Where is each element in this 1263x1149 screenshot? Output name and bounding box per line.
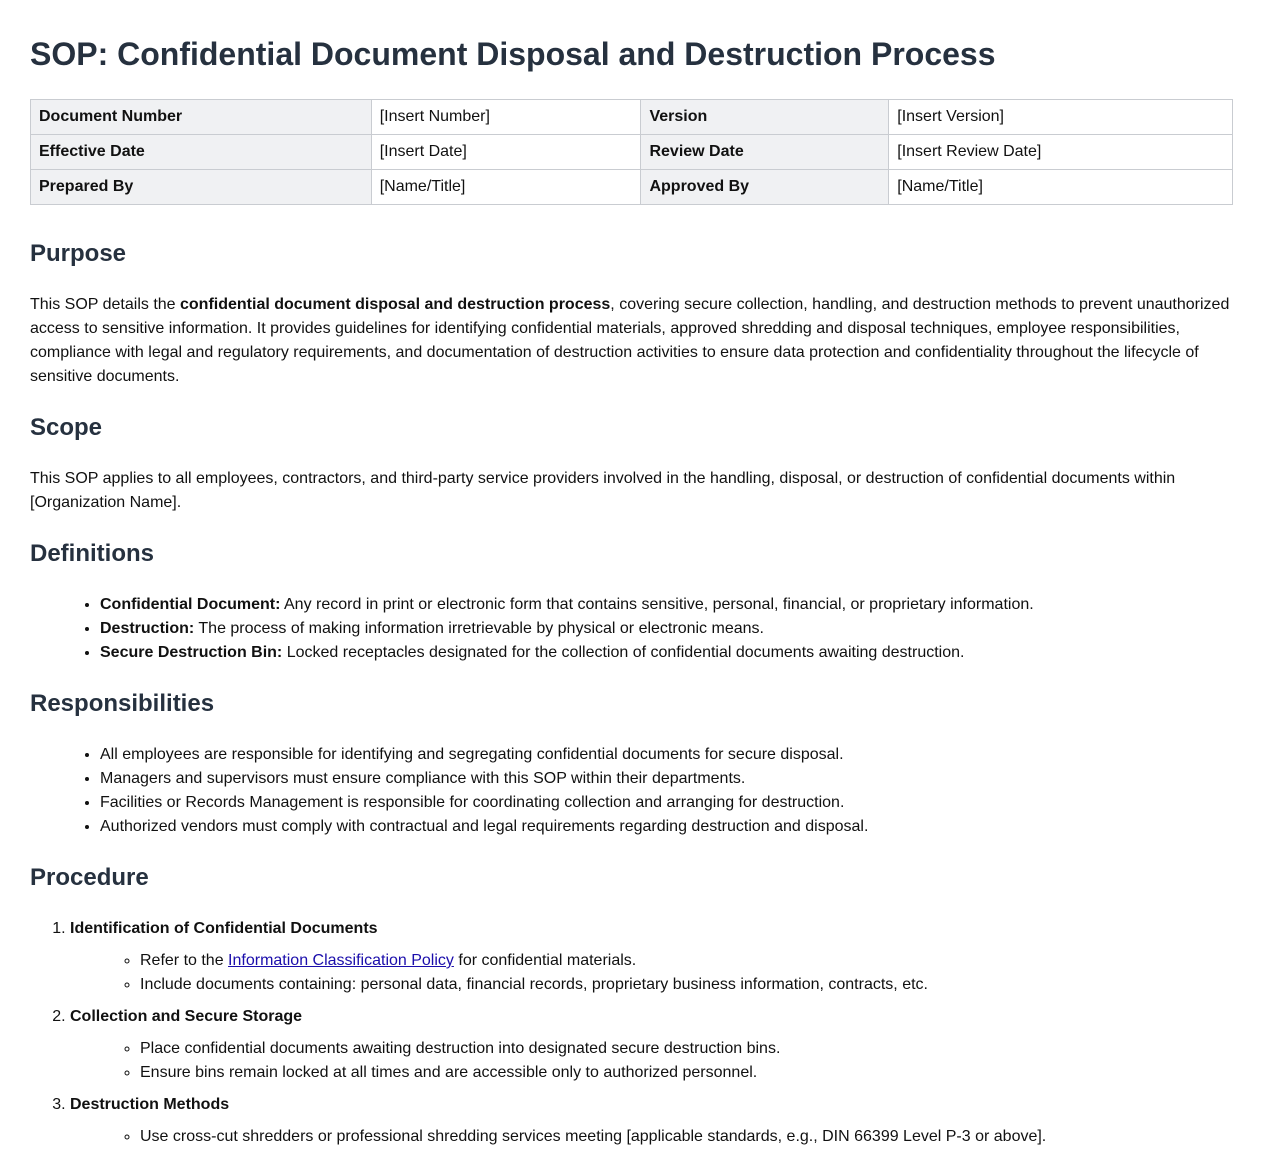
table-cell-value: [Name/Title] — [889, 170, 1233, 205]
list-item: • Authorized vendors must comply with contractual and legal requirements regarding destruction and disposal. — [100, 815, 1233, 839]
section-heading-scope: Scope — [30, 414, 103, 441]
definition-term: Destruction: — [100, 620, 195, 637]
table-row — [31, 135, 1233, 170]
substep-text: for confidential materials. — [453, 952, 637, 969]
list-item — [140, 949, 1233, 973]
list-item: ◦ Place confidential documents awaiting destruction into designated secure destruction bins. — [140, 1037, 1233, 1061]
purpose-bold-text: confidential document disposal and destruction process — [180, 296, 611, 313]
procedure-steps — [30, 917, 1233, 1149]
list-item — [100, 593, 1233, 617]
document-info-table — [30, 99, 1233, 205]
table-cell-label: Document Number — [31, 100, 372, 135]
substep-text: Refer to the — [140, 952, 229, 969]
procedure-step — [70, 1005, 1233, 1085]
purpose-text: , covering secure collection, handling, and destruction methods to prevent unauthorized access to sensitive information. It provides guidelines for identifying confidential materials, approved shredding and disposal techniques, employee responsibilities, compliance with legal and regulatory requirements, and documentation of destruction activities to ensure data protection and confidentiality throughout the lifecycle of sensitive documents. — [30, 296, 1230, 385]
table-cell-value: [Insert Date] — [371, 135, 641, 170]
table-cell-value: [Insert Version] — [889, 100, 1233, 135]
definition-term: Confidential Document: — [100, 596, 281, 613]
section-heading-purpose: Purpose — [30, 240, 127, 267]
list-item: • All employees are responsible for identifying and segregating confidential documents for secure disposal. — [100, 743, 1233, 767]
purpose-text: This SOP details the — [30, 296, 180, 313]
table-cell-value: [Name/Title] — [371, 170, 641, 205]
section-heading-definitions: Definitions — [30, 540, 154, 567]
section-heading-responsibilities: Responsibilities — [30, 690, 215, 717]
list-item: ◦ Include documents containing: personal data, financial records, proprietary business information, contracts, etc. — [140, 973, 1233, 997]
table-cell-value: [Insert Number] — [371, 100, 641, 135]
table-cell-value: [Insert Review Date] — [889, 135, 1233, 170]
list-item — [100, 617, 1233, 641]
list-item: ◦ Use cross-cut shredders or professional shredding services meeting [applicable standards, e.g., DIN 66399 Level P-3 or above]. — [140, 1125, 1233, 1149]
procedure-step — [70, 1093, 1233, 1149]
section-heading-procedure: Procedure — [30, 864, 149, 891]
table-cell-label: Approved By — [641, 170, 889, 205]
page-title: SOP: Confidential Document Disposal and Destruction Process — [30, 36, 996, 72]
step-substeps — [70, 949, 1233, 997]
definition-text: Locked receptacles designated for the collection of confidential documents awaiting destruction. — [282, 644, 965, 661]
step-title: Destruction Methods — [70, 1096, 230, 1113]
step-title: Identification of Confidential Documents — [70, 920, 378, 937]
list-item — [100, 641, 1233, 665]
responsibilities-list — [30, 743, 1233, 839]
list-item: • Facilities or Records Management is responsible for coordinating collection and arranging for destruction. — [100, 791, 1233, 815]
step-title: Collection and Secure Storage — [70, 1008, 303, 1025]
scope-paragraph: This SOP applies to all employees, contractors, and third-party service providers involved in the handling, disposal, or destruction of confidential documents within [Organization Name]. — [30, 470, 1176, 511]
definition-text: The process of making information irretrievable by physical or electronic means. — [194, 620, 764, 637]
definition-term: Secure Destruction Bin: — [100, 644, 283, 661]
definition-text: Any record in print or electronic form that contains sensitive, personal, financial, or proprietary information. — [280, 596, 1034, 613]
table-row — [31, 170, 1233, 205]
information-classification-policy-link[interactable]: Information Classification Policy — [228, 952, 454, 969]
table-cell-label: Review Date — [641, 135, 889, 170]
step-substeps — [70, 1125, 1233, 1149]
table-cell-label: Version — [641, 100, 889, 135]
list-item: ◦ Ensure bins remain locked at all times and are accessible only to authorized personnel. — [140, 1061, 1233, 1085]
table-cell-label: Prepared By — [31, 170, 372, 205]
table-cell-label: Effective Date — [31, 135, 372, 170]
procedure-step — [70, 917, 1233, 997]
definitions-list — [30, 593, 1233, 665]
list-item: • Managers and supervisors must ensure compliance with this SOP within their departments. — [100, 767, 1233, 791]
table-row — [31, 100, 1233, 135]
step-substeps — [70, 1037, 1233, 1085]
purpose-paragraph — [30, 293, 1233, 389]
